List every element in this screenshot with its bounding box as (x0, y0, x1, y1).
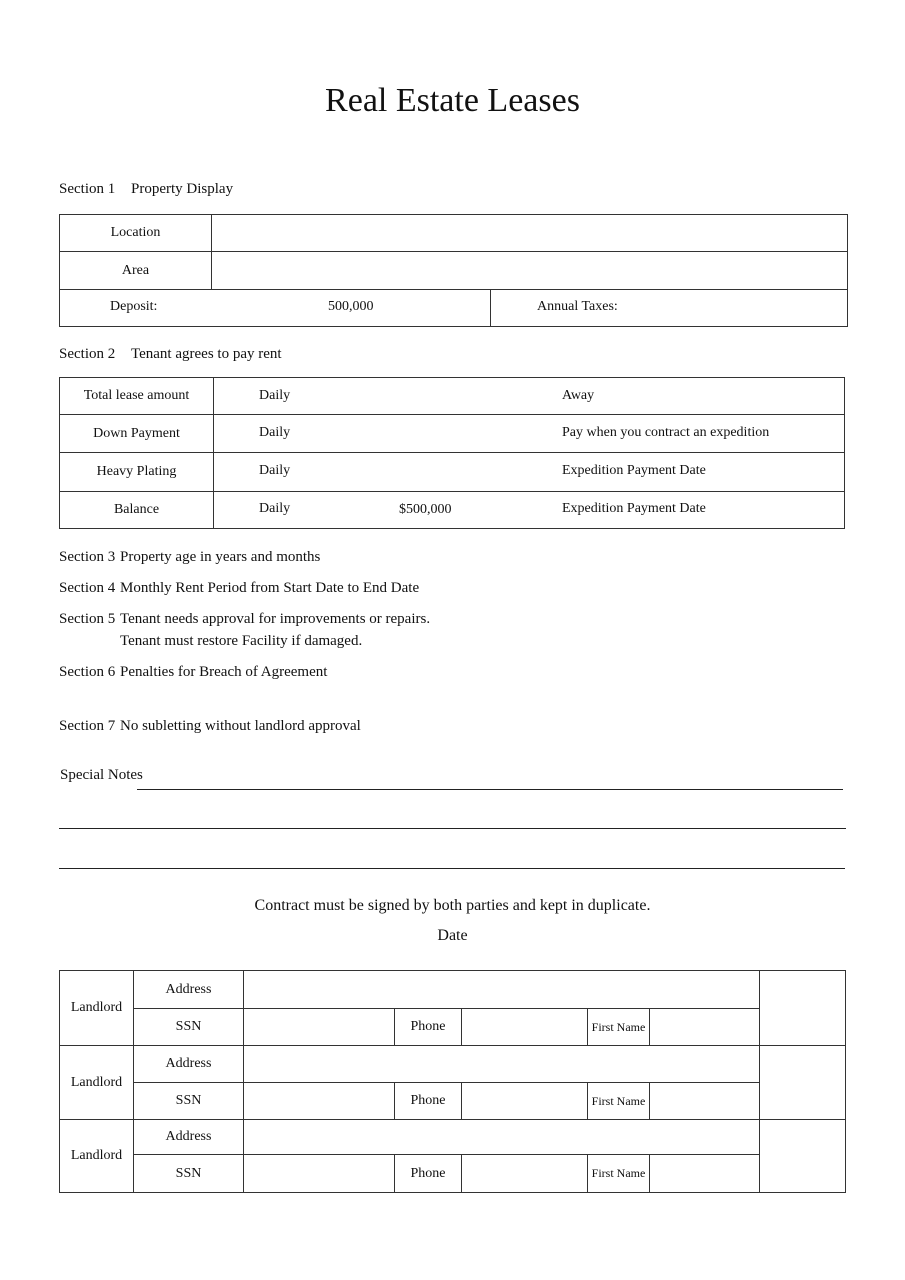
ssn-label: SSN (134, 1083, 244, 1120)
date-label: Date (437, 927, 468, 944)
rent-row-value[interactable] (214, 415, 845, 453)
table-row (60, 1046, 846, 1083)
rent-row-name: Total lease amount (60, 378, 214, 415)
annual-taxes-cell[interactable] (491, 290, 848, 327)
rent-row-daily: Daily (259, 425, 291, 440)
rent-row-name: Heavy Plating (60, 453, 214, 492)
signer-role: Landlord (60, 971, 134, 1046)
section-1-number: Section 1 (59, 181, 116, 197)
property-display-table (59, 214, 848, 327)
rent-row-daily: Daily (259, 501, 291, 516)
signature-field[interactable] (760, 1046, 846, 1120)
rent-row-name: Down Payment (60, 415, 214, 453)
ssn-field[interactable] (244, 1009, 395, 1046)
rent-row-value[interactable] (214, 453, 845, 492)
section-6-text: Penalties for Breach of Agreement (120, 664, 328, 680)
special-notes-line-2[interactable] (59, 828, 846, 829)
section-2-number: Section 2 (59, 346, 116, 362)
phone-field[interactable] (462, 1009, 588, 1046)
first-name-field[interactable] (650, 1083, 760, 1120)
deposit-value: 500,000 (328, 299, 374, 314)
rent-row-note: Expedition Payment Date (562, 501, 706, 516)
rent-row-note: Pay when you contract an expedition (562, 425, 770, 440)
address-field[interactable] (244, 1046, 760, 1083)
section-6-number: Section 6 (59, 664, 116, 680)
table-row (60, 971, 846, 1009)
section-4-text: Monthly Rent Period from Start Date to End Date (120, 580, 420, 596)
section-5-number: Section 5 (59, 611, 116, 627)
table-row (60, 453, 845, 492)
rent-row-value[interactable] (214, 492, 845, 529)
first-name-label: First Name (588, 1155, 650, 1193)
first-name-label: First Name (588, 1083, 650, 1120)
signature-field[interactable] (760, 971, 846, 1046)
contract-note: Contract must be signed by both parties and kept in duplicate. (254, 897, 651, 914)
table-row (60, 1155, 846, 1193)
signature-field[interactable] (760, 1120, 846, 1193)
address-label: Address (134, 1046, 244, 1083)
address-label: Address (134, 1120, 244, 1155)
first-name-field[interactable] (650, 1155, 760, 1193)
location-field[interactable] (212, 215, 848, 252)
rent-row-name: Balance (60, 492, 214, 529)
rent-row-amount: $500,000 (399, 502, 452, 517)
location-label: Location (60, 215, 212, 252)
deposit-cell[interactable] (60, 290, 491, 327)
annual-taxes-label: Annual Taxes: (537, 299, 618, 314)
section-2-heading: Tenant agrees to pay rent (131, 346, 282, 362)
section-7-number: Section 7 (59, 718, 116, 734)
page-title: Real Estate Leases (325, 82, 580, 119)
rent-row-value[interactable] (214, 378, 845, 415)
section-5-text: Tenant needs approval for improvements or repairs. (120, 611, 431, 627)
section-5 (59, 611, 431, 628)
special-notes-label: Special Notes (60, 767, 143, 783)
section-2-label (59, 346, 282, 363)
deposit-label: Deposit: (110, 299, 158, 314)
section-3-text: Property age in years and months (120, 549, 321, 565)
section-5-text-line-2: Tenant must restore Facility if damaged. (120, 633, 363, 649)
section-4 (59, 580, 420, 597)
address-field[interactable] (244, 1120, 760, 1155)
section-1-heading: Property Display (131, 181, 234, 197)
section-7-text: No subletting without landlord approval (120, 718, 361, 734)
first-name-field[interactable] (650, 1009, 760, 1046)
rent-table (59, 377, 845, 529)
signer-role: Landlord (60, 1120, 134, 1193)
address-label: Address (134, 971, 244, 1009)
special-notes-line-1[interactable] (137, 789, 843, 790)
phone-label: Phone (395, 1009, 462, 1046)
rent-row-note: Expedition Payment Date (562, 463, 706, 478)
rent-row-daily: Daily (259, 463, 291, 478)
phone-field[interactable] (462, 1083, 588, 1120)
table-row (60, 415, 845, 453)
section-6 (59, 664, 328, 681)
first-name-label: First Name (588, 1009, 650, 1046)
phone-label: Phone (395, 1083, 462, 1120)
special-notes-line-3[interactable] (59, 868, 845, 869)
table-row (60, 1009, 846, 1046)
area-label: Area (60, 252, 212, 290)
section-4-number: Section 4 (59, 580, 116, 596)
ssn-field[interactable] (244, 1083, 395, 1120)
table-row (60, 1120, 846, 1155)
section-3 (59, 549, 321, 566)
ssn-label: SSN (134, 1155, 244, 1193)
table-row (60, 1083, 846, 1120)
phone-label: Phone (395, 1155, 462, 1193)
ssn-label: SSN (134, 1009, 244, 1046)
rent-row-daily: Daily (259, 388, 291, 403)
section-3-number: Section 3 (59, 549, 116, 565)
signers-table (59, 970, 846, 1193)
area-field[interactable] (212, 252, 848, 290)
ssn-field[interactable] (244, 1155, 395, 1193)
phone-field[interactable] (462, 1155, 588, 1193)
table-row (60, 492, 845, 529)
rent-row-note: Away (562, 388, 595, 403)
section-1-label (59, 181, 233, 198)
address-field[interactable] (244, 971, 760, 1009)
table-row (60, 378, 845, 415)
section-7 (59, 718, 361, 735)
signer-role: Landlord (60, 1046, 134, 1120)
